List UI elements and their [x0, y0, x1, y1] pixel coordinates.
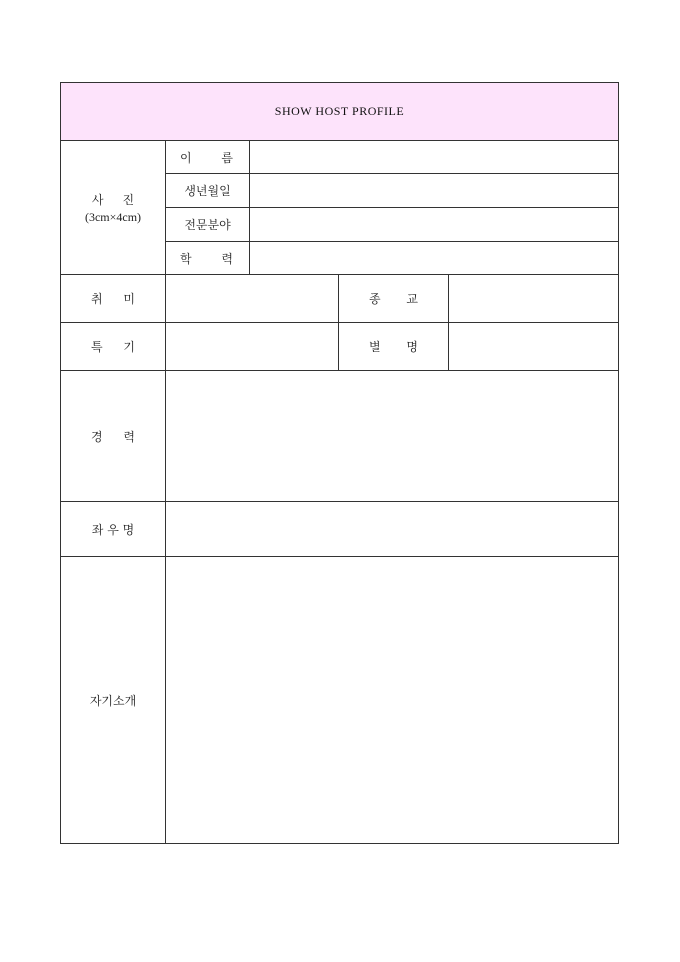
birthdate-label: 생년월일: [166, 174, 250, 208]
photo-size-label: (3cm×4cm): [84, 210, 142, 224]
self-intro-field[interactable]: [166, 557, 619, 844]
hobby-label-a: 취: [91, 292, 103, 306]
profile-form-table: [60, 82, 619, 844]
career-label: [61, 371, 166, 502]
photo-label: [61, 190, 165, 210]
photo-label-b: 진: [122, 193, 135, 207]
name-field[interactable]: [250, 141, 619, 174]
education-label-a: 학: [180, 251, 192, 266]
education-field[interactable]: [250, 242, 619, 275]
nickname-label: [339, 323, 449, 371]
nickname-field[interactable]: [449, 323, 619, 371]
education-label: [166, 242, 250, 275]
photo-cell[interactable]: [61, 141, 166, 275]
education-label-b: 력: [221, 251, 233, 266]
talent-field[interactable]: [166, 323, 339, 371]
birthdate-field[interactable]: [250, 174, 619, 208]
talent-label: [61, 323, 166, 371]
talent-label-b: 기: [123, 340, 135, 354]
career-field[interactable]: [166, 371, 619, 502]
specialty-label: 전문분야: [166, 208, 250, 242]
photo-label-a: 사: [91, 193, 104, 207]
nickname-label-b: 명: [406, 340, 418, 354]
religion-label-a: 종: [369, 292, 381, 306]
name-label-b: 름: [221, 150, 233, 165]
name-label-a: 이: [180, 150, 192, 165]
motto-field[interactable]: [166, 502, 619, 557]
hobby-label: [61, 275, 166, 323]
specialty-field[interactable]: [250, 208, 619, 242]
religion-field[interactable]: [449, 275, 619, 323]
religion-label: [339, 275, 449, 323]
career-label-a: 경: [91, 429, 103, 444]
motto-label: 좌 우 명: [61, 502, 166, 557]
hobby-label-b: 미: [123, 292, 135, 306]
career-label-b: 력: [123, 429, 135, 444]
religion-label-b: 교: [406, 292, 418, 306]
talent-label-a: 특: [91, 340, 103, 354]
page-title: SHOW HOST PROFILE: [61, 83, 619, 141]
nickname-label-a: 별: [369, 340, 381, 354]
self-intro-label: 자기소개: [61, 557, 166, 844]
hobby-field[interactable]: [166, 275, 339, 323]
name-label: [166, 141, 250, 174]
